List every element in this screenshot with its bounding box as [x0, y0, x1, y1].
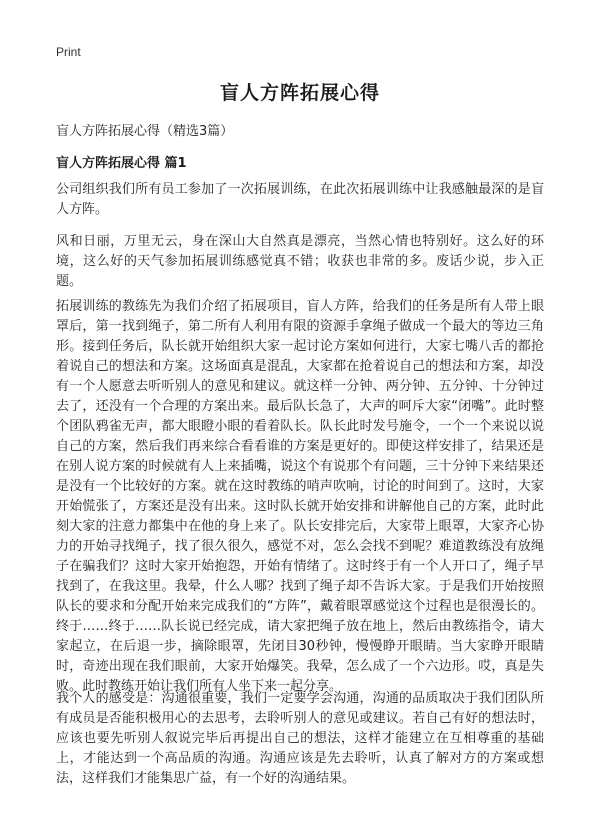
paragraph-reflection: 我个人的感受是：沟通很重要，我们一定要学会沟通，沟通的品质取决于我们团队所有成员是否能积极用心的去思考，去聆听别人的意见或建议。若自己有好的想法时，应该也要先听别人叙说完毕后再提出自己的想法，这样才能建立在互相尊重的基础上，才能达到一个高品质的沟通。沟通应该是先去聆听，认真了解对方的方案或想法，这样我们才能集思广益，有一个好的沟通结果。 — [56, 691, 544, 786]
section-heading: 盲人方阵拓展心得 篇1 — [56, 156, 187, 171]
paragraph-intro: 公司组织我们所有员工参加了一次拓展训练，在此次拓展训练中让我感触最深的是盲人方阵。 — [56, 182, 544, 217]
page-title: 盲人方阵拓展心得 — [219, 82, 380, 104]
document-subtitle: 盲人方阵拓展心得（精选3篇） — [56, 124, 234, 139]
paragraph-weather: 风和日丽，万里无云，身在深山大自然真是漂亮，当然心情也特别好。这么好的环境，这么好的天气参加拓展训练感觉真不错；收获也非常的多。废话少说，步入正题。 — [56, 234, 544, 289]
print-link[interactable]: Print — [56, 45, 81, 59]
paragraph-activity: 拓展训练的教练先为我们介绍了拓展项目，盲人方阵，给我们的任务是所有人带上眼罩后，第一找到绳子，第二所有人利用有限的资源手拿绳子做成一个最大的等边三角形。接到任务后，队长就开始组织大家一起讨论方案如何进行，大家七嘴八舌的都抢着说自己的想法和方案。这场面真是混乱，大家都在抢着说自己的想法和方案，却没有一个人愿意去听听别人的意见和建议。就这样一分钟、两分钟、五分钟、十分钟过去了，还没有一个合理的方案出来。最后队长急了，大声的呵斥大家“闭嘴”。此时整个团队鸦雀无声，都大眼瞪小眼的看着队长。队长此时发号施令，一个一个来说以说自己的方案，然后我们再来综合看看谁的方案是更好的。即使这样安排了，结果还是在别人说方案的时候就有人上来插嘴，说这个有说那个有问题，三十分钟下来结果还是没有一个比较好的方案。就在这时教练的哨声吹响，讨论的时间到了。这时，大家开始慌张了，方案还是没有出来。这时队长就开始安排和讲解他自己的方案，此时此刻大家的注意力都集中在他的身上来了。队长安排完后，大家带上眼罩，大家齐心协力的开始寻找绳子，找了很久很久，感觉不对，怎么会找不到呢？难道教练没有放绳子在骗我们？这时大家开始抱怨，开始有情绪了。这时终于有一个人开口了，绳子早找到了，在我这里。我晕，什么人哪？找到了绳子却不告诉大家。于是我们开始按照队长的要求和分配开始来完成我们的“方阵”，戴着眼罩感觉这个过程也是很漫长的。终于……终于……队长说已经完成，请大家把绳子放在地上，然后由教练指令，请大家起立，在后退一步，摘除眼罩，先闭目30秒钟，慢慢睁开眼睛。当大家睁开眼睛时，奇迹出现在我们眼前，大家开始爆笑。我晕，怎么成了一个六边形。哎，真是失败。此时教练开始让我们所有人坐下来一起分享。 — [56, 299, 544, 694]
